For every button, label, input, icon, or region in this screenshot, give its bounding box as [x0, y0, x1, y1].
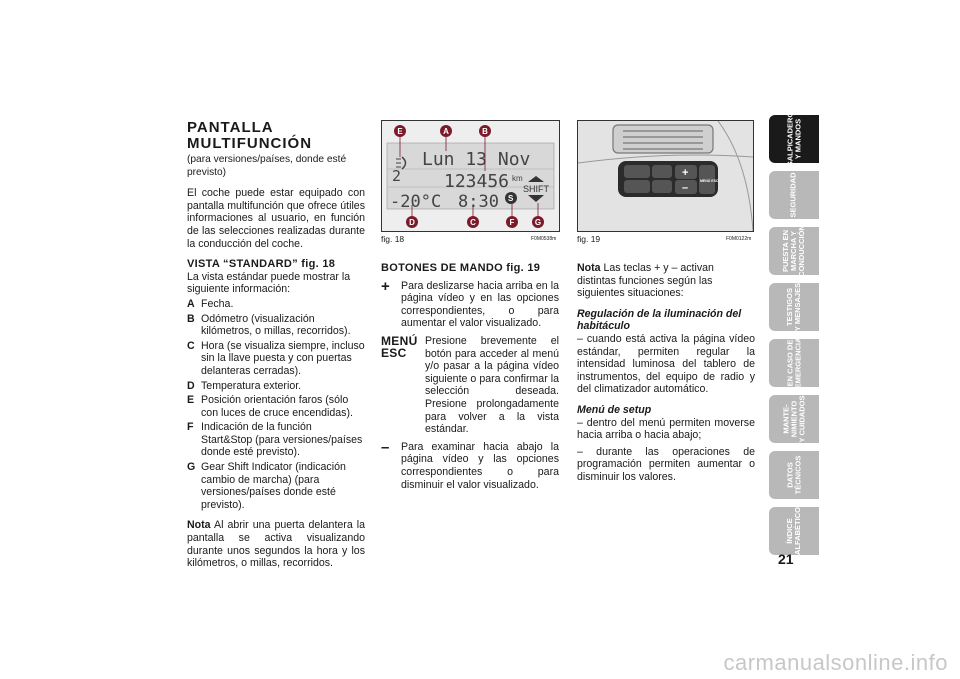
tab-testigos[interactable]: TESTIGOS Y MENSAJES	[769, 283, 819, 331]
svg-text:D: D	[409, 218, 415, 227]
time-display: 8:30	[458, 192, 499, 212]
section-heading-buttons: BOTONES DE MANDO fig. 19	[381, 262, 541, 274]
tab-mantenimiento[interactable]: MANTE- NIMIENTO Y CUIDADOS	[769, 395, 819, 443]
shift-label: SHIFT	[523, 184, 549, 194]
list-item: E Posición orientación faros (sólo con luces de cruce encendidas).	[187, 394, 353, 419]
air-vent-icon	[613, 125, 713, 153]
odometer-unit: km	[512, 174, 523, 183]
list-item: G Gear Shift Indicator (indicación cambio de marcha) (para versiones/países donde esté previsto).	[187, 461, 346, 511]
menu-key-description: MENÚ ESC Presione brevemente el botón para acceder al menú y/o pasar a la página vídeo siguiente o para confirmar la selección deseada. Presione prolongadamente para volver a la vista estándar.	[381, 333, 559, 436]
odometer-display: 123456	[444, 171, 510, 192]
section-heading-standard: VISTA “STANDARD” fig. 18	[187, 258, 336, 271]
column-3	[577, 262, 755, 484]
minus-symbol: –	[381, 438, 390, 456]
minus-key-description: – Para examinar hacia abajo la página vídeo y las opciones correspondientes o para disminuir el valor visualizado.	[381, 438, 559, 491]
section-tabs	[769, 111, 819, 563]
nota-paragraph-keys: Nota Las teclas + y – activan distintas funciones según las siguientes situaciones:	[577, 262, 714, 300]
column-1	[187, 120, 365, 570]
tab-indice[interactable]: ÍNDICE ALFABÉTICO	[769, 507, 819, 555]
list-item: B Odómetro (visualización kilómetros, o millas, recorridos).	[187, 312, 351, 338]
svg-text:C: C	[470, 218, 476, 227]
figure-19-buttons	[577, 120, 754, 232]
list-item: C Hora (se visualiza siempre, incluso sin la llave puesta y con puertas delanteras cerradas).	[187, 339, 365, 377]
figure-19-code: F0M0122m	[726, 236, 752, 242]
tab-puesta-en-marcha[interactable]: PUESTA EN MARCHA Y CONDUCCIÓN	[769, 227, 819, 275]
headlamp-level-button	[652, 180, 672, 193]
subheading-setup: Menú de setup	[577, 403, 652, 416]
display-illustration	[382, 121, 559, 231]
light-adjust-button	[624, 165, 650, 178]
list-item: F Indicación de la función Start&Stop (para versiones/países donde esté previsto).	[187, 421, 363, 459]
info-list	[187, 298, 365, 512]
nota-paragraph: Nota Al abrir una puerta delantera la pantalla se activa visualizando durante unos segundos la hora y los kilómetros, o millas, recorridos.	[187, 519, 365, 570]
subheading-lighting: Regulación de la iluminación del habitáculo	[577, 307, 742, 333]
figure-18-code: F0M0538m	[531, 236, 557, 242]
list-item: A Fecha.	[187, 297, 234, 310]
intro-paragraph: El coche puede estar equipado con pantalla multifunción que ofrece útiles informaciones al usuario, en función de las selecciones realizadas durante la conducción del coche.	[187, 187, 365, 250]
page-title: PANTALLA MULTIFUNCIÓN	[187, 119, 313, 152]
svg-text:G: G	[534, 218, 542, 227]
figure-18-display	[381, 120, 560, 232]
svg-text:A: A	[443, 127, 449, 136]
gear-digit: 2	[392, 167, 402, 185]
svg-text:+: +	[682, 167, 689, 179]
svg-text:F: F	[509, 218, 515, 227]
rear-fog-button	[624, 180, 650, 193]
dashboard-buttons-illustration	[578, 121, 753, 231]
tab-salpicadero[interactable]: SALPICADERO Y MANDOS	[769, 115, 819, 163]
svg-text:S: S	[508, 194, 514, 203]
lead-paragraph: La vista estándar puede mostrar la siguiente información:	[187, 270, 351, 296]
menu-esc-symbol: MENÚ ESC	[381, 333, 418, 360]
fog-light-button	[652, 165, 672, 178]
setup-paragraph-2: – durante las operaciones de programación permiten aumentar o disminuir los valores.	[577, 445, 755, 483]
list-item: D Temperatura exterior.	[187, 379, 302, 392]
svg-text:MENÚ ESC: MENÚ ESC	[700, 179, 719, 183]
figure-18-caption: fig. 18	[381, 234, 405, 244]
tab-seguridad[interactable]: SEGURIDAD	[769, 171, 819, 219]
setup-paragraph-1: – dentro del menú permiten moverse hacia arriba o hacia abajo;	[577, 416, 755, 442]
temperature-display: -20°C	[390, 192, 442, 212]
figure-19-caption: fig. 19	[577, 234, 601, 244]
footer-watermark: carmanualsonline.info	[723, 650, 948, 675]
svg-text:E: E	[397, 127, 403, 136]
plus-symbol: +	[381, 277, 390, 295]
page-number: 21	[778, 551, 794, 567]
page-subtitle: (para versiones/países, donde esté previsto)	[187, 154, 347, 178]
tab-emergencia[interactable]: EN CASO DE EMERGENCIA	[769, 339, 819, 387]
svg-text:B: B	[482, 127, 488, 136]
date-display: Lun 13 Nov	[422, 149, 531, 170]
tab-datos-tecnicos[interactable]: DATOS TÉCNICOS	[769, 451, 819, 499]
lighting-paragraph: – cuando está activa la página vídeo estándar, permiten regular la intensidad luminosa del tablero de instrumentos, del equipo de radio y del climatizador automático.	[577, 332, 755, 396]
column-2	[381, 262, 559, 491]
svg-text:–: –	[682, 182, 689, 194]
plus-key-description: + Para deslizarse hacia arriba en la página vídeo y en las opciones correspondientes, o para aumentar el valor visualizado.	[381, 277, 559, 330]
